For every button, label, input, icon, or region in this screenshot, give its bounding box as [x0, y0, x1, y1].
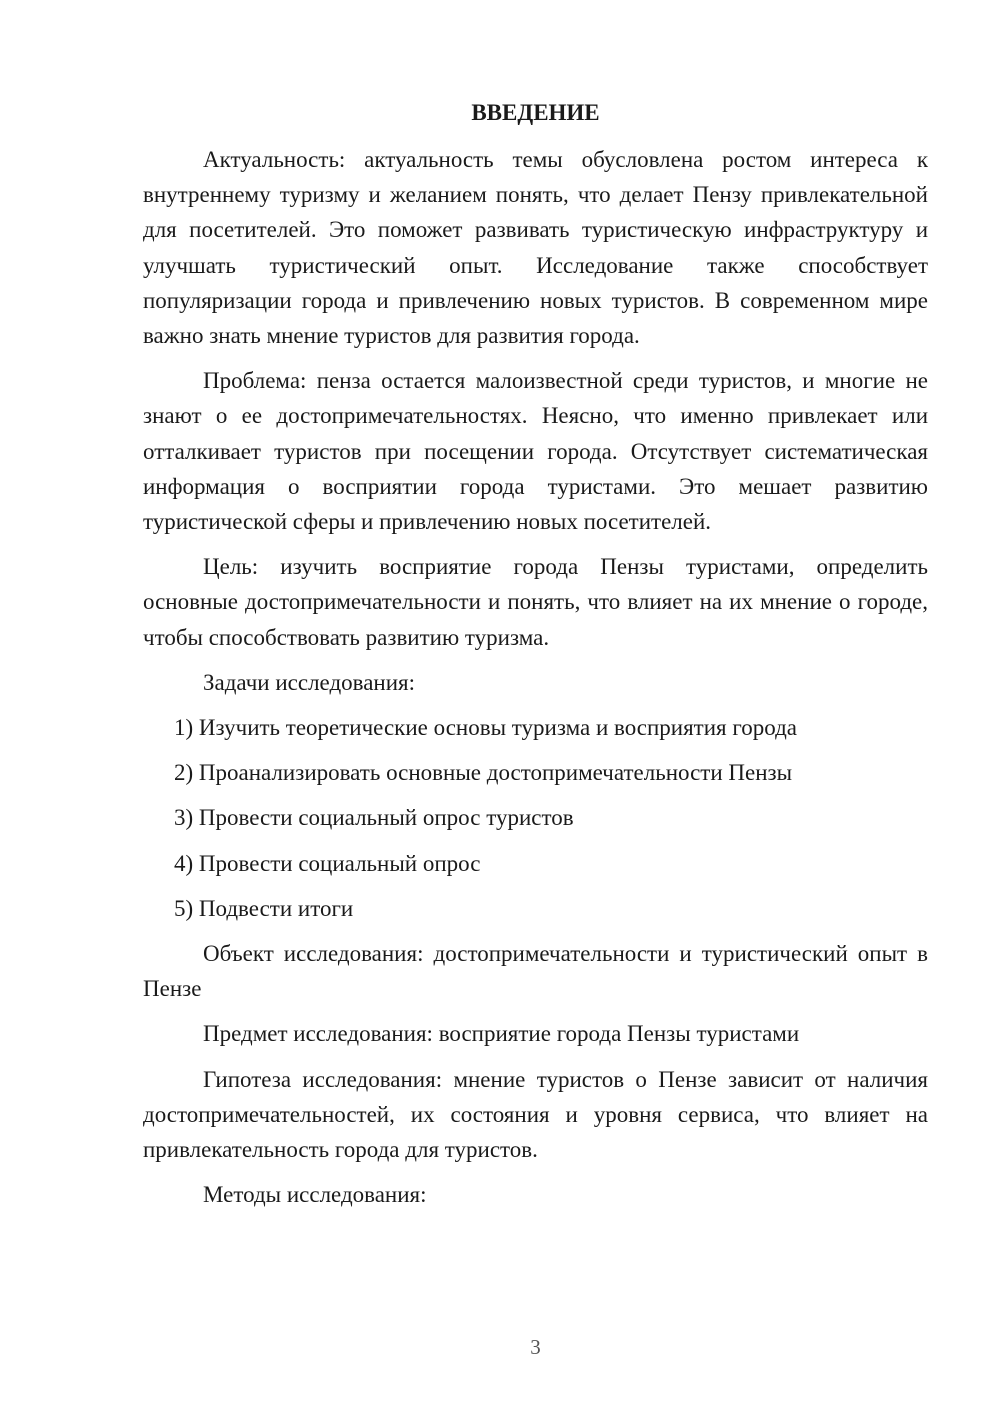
document-page: [143, 0, 928, 1414]
paragraph-methods-heading: Методы исследования:: [203, 1182, 427, 1208]
paragraph-problem: Проблема: пенза остается малоизвестной среди туристов, и многие не знают о ее достопримечательностях. Неясно, что именно привлекает или отталкивает туристов при посещении города. Отсутствует систематическая информация о восприятии города туристами. Это мешает развитию туристической сферы и привлечению новых посетителей.: [143, 368, 928, 535]
page-number: 3: [530, 1335, 541, 1359]
page-heading: [143, 95, 928, 130]
task-item: 4) Провести социальный опрос: [174, 850, 481, 876]
document-body: [143, 142, 928, 1212]
paragraph-object: Объект исследования: достопримечательности и туристический опыт в Пензе: [143, 941, 928, 1002]
paragraph-hypothesis: Гипотеза исследования: мнение туристов о Пензе зависит от наличия достопримечательностей, их состояния и уровня сервиса, что влияет на привлекательность города для туристов.: [143, 1066, 928, 1163]
task-item: 5) Подвести итоги: [174, 895, 354, 921]
task-item: 1) Изучить теоретические основы туризма и восприятия города: [174, 715, 797, 741]
paragraph-tasks-heading: Задачи исследования:: [203, 669, 416, 695]
task-item: 3) Провести социальный опрос туристов: [174, 805, 574, 831]
task-item: 2) Проанализировать основные достопримечательности Пензы: [174, 760, 793, 786]
page-heading-text: ВВЕДЕНИЕ: [471, 100, 600, 125]
paragraph-subject: Предмет исследования: восприятие города Пензы туристами: [203, 1021, 800, 1047]
paragraph-relevance: Актуальность: актуальность темы обусловлена ростом интереса к внутреннему туризму и желанием понять, что делает Пензу привлекательной для посетителей. Это поможет развивать туристическую инфраструктуру и улучшать туристический опыт. Исследование также способствует популяризации города и привлечению новых туристов. В современном мире важно знать мнение туристов для развития города.: [143, 147, 928, 349]
paragraph-goal: Цель: изучить восприятие города Пензы туристами, определить основные достопримечательности и понять, что влияет на их мнение о городе, чтобы способствовать развитию туризма.: [143, 554, 928, 650]
